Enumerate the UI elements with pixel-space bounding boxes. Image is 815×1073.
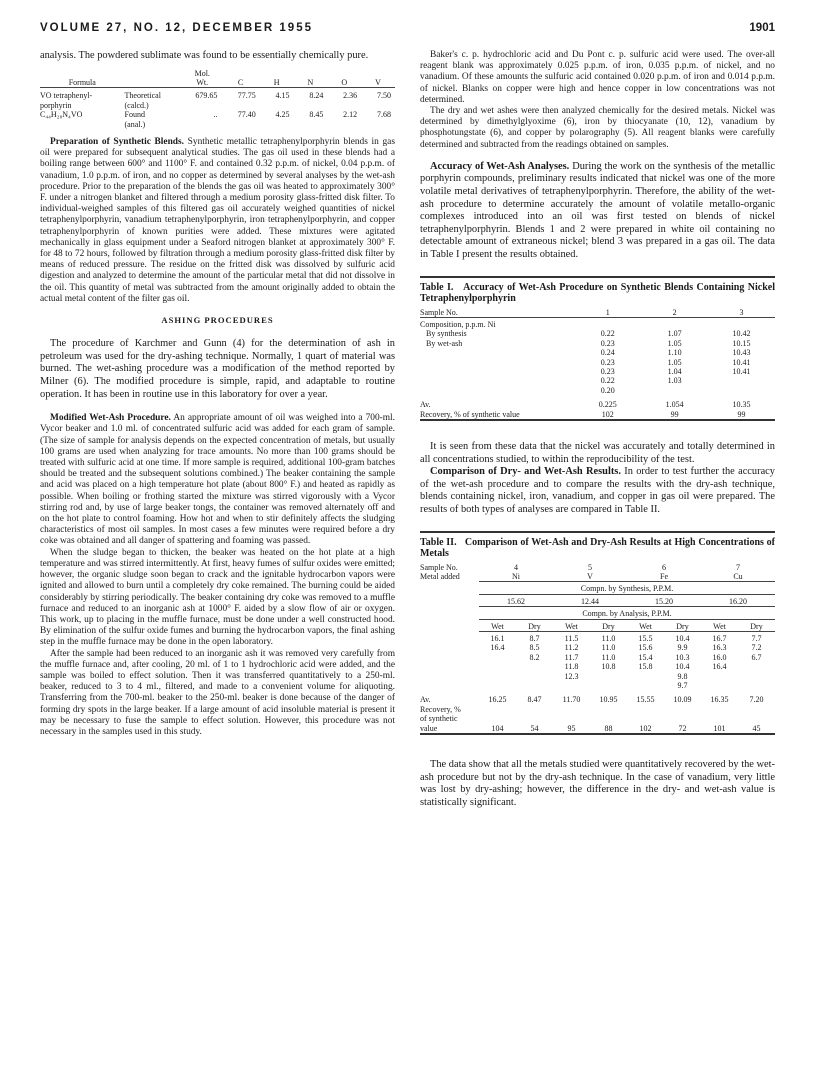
- table-cell: 0.225: [598, 400, 617, 410]
- table2-dry-header: Dry: [676, 621, 689, 631]
- table-cell: 0.23: [600, 357, 615, 367]
- table-cell: 8.47: [527, 695, 542, 705]
- table-cell: 54: [530, 723, 539, 733]
- table1-caption: Accuracy of Wet-Ash Procedure on Synthetic Blends Containing Nickel Tetraphenylporphyrin: [420, 281, 776, 305]
- table-cell: 10.4: [675, 662, 690, 672]
- table1-sample: 2: [672, 307, 677, 317]
- table-cell: 1.07: [667, 329, 682, 339]
- table-cell: 2.12: [343, 110, 358, 120]
- intro-paragraph: analysis. The powdered sublimate was found to be essentially chemically pure.: [40, 50, 369, 61]
- table2-sample: 7: [736, 562, 740, 572]
- table-cell: 99: [670, 409, 679, 419]
- accuracy-body: During the work on the synthesis of the metallic porphyrin compounds, preliminary results indicated that nickel was one of the more volatile metal derivatives of tetraphenylporphyrin. Therefore, the ability of the wet-ash procedure to determine accurately the amount of volatile metallo-organic complexes introduced into an oil was first tested on blends of nickel tetraphenylporphyrin. Blends 1 and 2 were prepared in white oil containing no detectable amount of extraneous nickel; blend 3 was prepared in a gas oil. The data in Table I present the results obtained.: [420, 160, 775, 260]
- left-column: [40, 50, 395, 738]
- table-cell: 11.0: [601, 652, 616, 662]
- nickel-result-paragraph: It is seen from these data that the nickel was accurately and totally determined in all concentrations studied, to within the reproducibility of the test.: [420, 441, 775, 465]
- table2-dry-header: Dry: [528, 621, 541, 631]
- table-cell: 16.20: [729, 596, 747, 606]
- table2-metal: Fe: [660, 572, 668, 582]
- table2-sample: 4: [514, 562, 518, 572]
- conclusion-paragraph: The data show that all the metals studied were quantitatively recovered by the wet-ash procedure but not by the dry-ash technique. In the case of vanadium, very little was lost by dry-ashing; however, the difference in the dry- and wet-ash value is statistically significant.: [420, 759, 775, 808]
- table-cell: 1.054: [665, 400, 684, 410]
- table2-col-v-wet: [553, 634, 590, 690]
- table-cell: 10.95: [599, 695, 618, 705]
- table-cell: 77.75: [237, 91, 256, 101]
- table-cell: 101: [713, 723, 726, 733]
- row-name-theoretical: VO tetraphenyl- porphyrin: [40, 91, 93, 110]
- table-cell: 4.25: [275, 110, 290, 120]
- table2-wet-header: Wet: [491, 621, 504, 631]
- table-cell: 11.2: [564, 643, 579, 653]
- table-cell: 6.7: [751, 652, 762, 662]
- table2-sample-no-label: Sample No.: [420, 562, 458, 572]
- table-cell: 1.04: [667, 367, 682, 377]
- table-cell: 0.22: [600, 376, 615, 386]
- mol-wt-col-header: Mol. Wt.: [194, 68, 210, 87]
- table-cell: 11.0: [601, 643, 616, 653]
- table2-metal: Ni: [512, 572, 520, 582]
- table-cell: 10.42: [732, 329, 751, 339]
- table-cell: 16.3: [712, 643, 727, 653]
- prep-body: Synthetic metallic tetraphenylporphyrin blends in gas oil were prepared for subsequent analytical studies. The gas oil used in these blends had a boiling range between 600° and 1100° F. and contained 0.32 p.p.m. of nickel, 0.04 p.p.m. of vanadium, 1.0 p.p.m. of iron, and no copper as determined by several analyses by the wet-ash procedure. Prior to the preparation of the blends the gas oil was heated to approximately 300° F. under a nitrogen blanket and filtered through a medium porosity glass-fritted disk filter. To individual-weighed samples of this filtered gas oil accurately weighed quantities of nickel tetraphenylporphyrin, vanadium tetraphenylporphyrin, iron tetraphenylporphyrin, and copper tetraphenylporphyrin of known purities were added. These mixtures were agitated mechanically in glass equipment under a Seaford nitrogen blanket at approximately 300° F. for 48 to 72 hours, followed by filtration through a medium porosity glass-fritted disk filter by means of reduced pressure. The residue on the fritted disk was dissolved by sulfuric acid digestion and analyzed to determine the amount of the particular metal that did not dissolve in the oil. This quantity of metal was subtracted from the amount originally added to obtain the actual metal content of the filter gas oil.: [40, 137, 395, 304]
- table1-recovery-label: Recovery, % of synthetic value: [420, 409, 520, 419]
- table-cell: 99: [737, 409, 746, 419]
- table2: [420, 563, 775, 738]
- table2-recovery-label: Recovery, % of synthetic value: [420, 704, 461, 733]
- table-cell: 45: [752, 723, 761, 733]
- table-cell: 15.20: [655, 596, 673, 606]
- table-cell: 16.4: [712, 662, 727, 672]
- table-cell: 0.22: [600, 329, 615, 339]
- accuracy-paragraph: [420, 161, 775, 262]
- table-cell: 10.15: [732, 338, 751, 348]
- row-name-found: C₄₄H₂₈N₄VO: [40, 110, 83, 120]
- table1-synthesis-label: By synthesis: [426, 329, 467, 339]
- table-cell: 104: [491, 723, 504, 733]
- table-cell: 15.4: [638, 652, 653, 662]
- table1-composition-label: Composition, p.p.m. Ni: [420, 319, 496, 329]
- page-number: 1901: [749, 22, 775, 34]
- table-cell: 679.65: [195, 91, 218, 101]
- table-cell: 12.3: [564, 671, 579, 681]
- table-cell: 11.8: [564, 662, 579, 672]
- page-header: [40, 22, 775, 38]
- table-cell: 16.1: [490, 634, 505, 644]
- table-cell: 8.5: [529, 643, 540, 653]
- table-cell: 10.43: [732, 348, 751, 358]
- section-heading: ASHING PROCEDURES: [161, 315, 274, 326]
- ashing-paragraph: The procedure of Karchmer and Gunn (4) for the determination of ash in petroleum was used for the dry-ashing technique. Normally, 1 quart of material was burned. The wet-ashing procedure was a modification of the method reported by Milner (6). The modified procedure is simple, rapid, and adaptable to routine operation. It has been in routine use in this laboratory for over a year.: [40, 338, 395, 400]
- formula-col-header: Formula: [68, 77, 96, 87]
- table-cell: 7.68: [377, 110, 391, 120]
- accuracy-heading: Accuracy of Wet-Ash Analyses.: [430, 160, 570, 172]
- table2-col-cu-dry: [738, 634, 775, 690]
- comparison-body: In order to test further the accuracy of the wet-ash procedure and to compare the results with the dry-ash technique, blends containing nickel, iron, vanadium, and copper in gas oil were prepared. The results of both types of analyses are compared in Table II.: [420, 466, 775, 516]
- table-cell: 11.7: [564, 652, 579, 662]
- table-cell: 8.45: [309, 110, 324, 120]
- table-cell: 4.15: [275, 91, 290, 101]
- table-cell: 10.3: [675, 652, 690, 662]
- right-column: [420, 50, 775, 809]
- table-cell: 102: [639, 723, 652, 733]
- table2-metal: Cu: [733, 572, 743, 582]
- table-cell: 95: [567, 723, 576, 733]
- col-header-v: V: [375, 77, 381, 87]
- table-cell: 9.9: [677, 643, 688, 653]
- sludge-paragraph: When the sludge began to thicken, the beaker was heated on the hot plate at a high temperature and was stirred intermittently. At first, heavy fumes of sulfur oxides were emitted; however, the organic sludge soon began to crack and the ignitable hydrocarbon vapors were ignited and allowed to burn until a completely dry coke remained. The burning could be aided considerably by stirring periodically. The beaker containing dry coke was removed to a muffle furnace and reduced to an inorganic ash at 1000° F. aided by a slow flow of air or oxygen. This work, up to placing in the muffle furnace, must be done under a well constructed hood. By elimination of the sulfur oxide fumes and burning the hydrocarbon vapors, the final ashing step in the muffle furnace may be done in the open laboratory.: [40, 547, 395, 648]
- table1-av-label: Av.: [420, 400, 431, 410]
- table-cell: 1.05: [667, 357, 682, 367]
- table2-av-label: Av.: [420, 695, 431, 705]
- table2-metal-label: Metal added: [420, 572, 460, 582]
- wet-ash-body: An appropriate amount of oil was weighed into a 700-ml. Vycor beaker and 1.0 ml. of concentrated sulfuric acid was added for each gram of sample. (The size of sample for analysis depends on the expected concentration of metals, but usually 100 grams are used when analyzing for trace amounts. No more than 100 grams should be treated with sulfuric acid at one time. If more sample is required, additional 100-gram batches should be treated and the subsequent solutions combined.) The beaker containing the sample and acid was placed on a high temperature hot plate (about 800° F.) and heated as rapidly as possible. When boiling or frothing started the mixture was stirred vigorously with a Vycor stirring rod and, by use of large beaker tongs, the container was removed alternately off and on the hot plate to control foaming. How hot and when to stir definitely affects the sludging characteristics of most oil samples. In most cases a few minutes were required before a dry coke was obtained and all danger of spattering and foaming was passed.: [40, 413, 395, 547]
- table-cell: 10.4: [675, 634, 690, 644]
- table-cell: 16.4: [490, 643, 505, 653]
- table-cell: 15.55: [636, 695, 655, 705]
- table2-caption: Comparison of Wet-Ash and Dry-Ash Results at High Concentrations of Metals: [420, 536, 776, 560]
- table2-metal: V: [587, 572, 593, 582]
- table-cell: 7.50: [377, 91, 391, 101]
- comparison-paragraph: [420, 466, 775, 516]
- table-cell: 10.09: [673, 695, 692, 705]
- col-header-o: O: [341, 77, 348, 87]
- table1-wet-col-2: [641, 339, 708, 395]
- table-cell: ..: [213, 110, 218, 120]
- table1-wet-ash-label: By wet-ash: [426, 338, 463, 348]
- table2-sample: 6: [662, 562, 666, 572]
- table2-synthesis-header: Compn. by Synthesis, P.P.M.: [580, 584, 674, 594]
- table-cell: 0.20: [600, 385, 615, 395]
- journal-volume-line: VOLUME 27, NO. 12, DECEMBER 1955: [40, 22, 313, 34]
- table1-wet-col-3: [708, 339, 775, 395]
- table1-sample-no-label: Sample No.: [420, 307, 458, 317]
- prep-heading: Preparation of Synthetic Blends.: [50, 137, 184, 148]
- table-cell: 16.35: [710, 695, 729, 705]
- table-cell: 72: [678, 723, 687, 733]
- table-cell: 88: [604, 723, 613, 733]
- table2-dry-header: Dry: [602, 621, 615, 631]
- table1-label: Table I.: [420, 281, 454, 293]
- table-cell: 11.0: [601, 634, 616, 644]
- table-cell: 9.8: [677, 671, 688, 681]
- table2-wet-header: Wet: [713, 621, 726, 631]
- table2-col-cu-wet: [701, 634, 738, 690]
- table2-label: Table II.: [420, 536, 457, 548]
- table-cell: 10.41: [732, 357, 751, 367]
- table1-wet-col-1: [574, 339, 641, 395]
- table-cell: 15.8: [638, 662, 653, 672]
- table1: [420, 308, 775, 423]
- table-cell: 12.44: [581, 596, 599, 606]
- table-cell: 15.5: [638, 634, 653, 644]
- table2-wet-header: Wet: [565, 621, 578, 631]
- table2-col-fe-dry: [664, 634, 701, 690]
- table-cell: 77.40: [237, 110, 256, 120]
- table-cell: 8.2: [529, 652, 540, 662]
- table-cell: 9.7: [677, 681, 688, 691]
- table-cell: 15.62: [507, 596, 525, 606]
- table-cell: 10.8: [601, 662, 616, 672]
- table2-col-fe-wet: [627, 634, 664, 690]
- table-cell: 0.23: [600, 367, 615, 377]
- col-header-n: N: [307, 77, 314, 87]
- table-cell: 16.0: [712, 652, 727, 662]
- table2-sample: 5: [588, 562, 592, 572]
- table2-title: [420, 537, 775, 560]
- table-cell: 1.03: [667, 376, 682, 386]
- table2-col-ni-dry: [516, 634, 553, 690]
- table-cell: 7.20: [749, 695, 764, 705]
- table-cell: 1.05: [667, 338, 682, 348]
- col-header-h: H: [273, 77, 280, 87]
- table-cell: 11.5: [564, 634, 579, 644]
- table-cell: 16.25: [488, 695, 507, 705]
- table-cell: 8.7: [529, 634, 540, 644]
- table-cell: 15.6: [638, 643, 653, 653]
- table-cell: 7.7: [751, 634, 762, 644]
- col-header-c: C: [237, 77, 244, 87]
- row-kind-theoretical: Theoretical (calcd.): [124, 91, 161, 110]
- table-cell: 0.24: [600, 348, 615, 358]
- table-cell: 10.41: [732, 367, 751, 377]
- table1-title: [420, 282, 775, 305]
- table-cell: 0.23: [600, 338, 615, 348]
- table2-wet-header: Wet: [639, 621, 652, 631]
- row-kind-found: Found (anal.): [124, 110, 146, 129]
- ash-dissolve-paragraph: After the sample had been reduced to an inorganic ash it was removed very carefully from the muffle furnace and, after cooling, 20 ml. of 1 to 1 hydrochloric acid were added, and the sample was boiled to effect solution. Then it was transferred quantitatively to a 250-ml. beaker, reduced to 3 to 4 ml., filtered, and made to a convenient volume for aliquoting. Transferring from the 700-ml. beaker to the 250-ml. beaker is done because of the danger of forming dry spots in the large beaker. If a large amount of acid insoluble material is present it may be necessary to fuse the sample to effect solution. However, this procedure was not necessary in the samples used in this study.: [40, 648, 395, 737]
- table-cell: 1.10: [667, 348, 682, 358]
- table2-analysis-header: Compn. by Analysis, P.P.M.: [582, 609, 672, 619]
- table2-col-v-dry: [590, 634, 627, 690]
- table1-sample: 1: [605, 307, 610, 317]
- table2-col-ni-wet: [479, 634, 516, 690]
- table-cell: 10.35: [732, 400, 751, 410]
- table-cell: 8.24: [309, 91, 324, 101]
- table-cell: 7.2: [751, 643, 762, 653]
- wet-ash-heading: Modified Wet-Ash Procedure.: [50, 413, 171, 424]
- comparison-heading: Comparison of Dry- and Wet-Ash Results.: [430, 466, 621, 478]
- table1-sample: 3: [739, 307, 744, 317]
- table-cell: 2.36: [343, 91, 358, 101]
- analysis-paragraph: The dry and wet ashes were then analyzed chemically for the desired metals. Nickel was determined by dimethylglyoxime (6), iron by thiocyanate (10, 12), vanadium by phosphotungstate (6), and copper by polarography (5). All reagent blanks were carefully determined and subtracted from the readings obtained on samples.: [420, 106, 775, 150]
- table-cell: 16.7: [712, 634, 727, 644]
- reagents-paragraph: Baker's c. p. hydrochloric acid and Du Pont c. p. sulfuric acid were used. The over-all reagent blank was approximately 0.025 p.p.m. of iron, 0.035 p.p.m. of nickel, and no vanadium. Of these amounts the sulfuric acid contained 0.020 p.p.m. of iron and 0.014 p.p.m. of nickel. Blanks on copper were high and hence copper in low concentrations was not determined.: [420, 50, 775, 105]
- table-cell: 102: [601, 409, 614, 419]
- table2-dry-header: Dry: [750, 621, 763, 631]
- prep-paragraph: [40, 137, 395, 305]
- wet-ash-paragraph: [40, 413, 395, 547]
- formula-table: [40, 69, 395, 129]
- table-cell: 11.70: [562, 695, 581, 705]
